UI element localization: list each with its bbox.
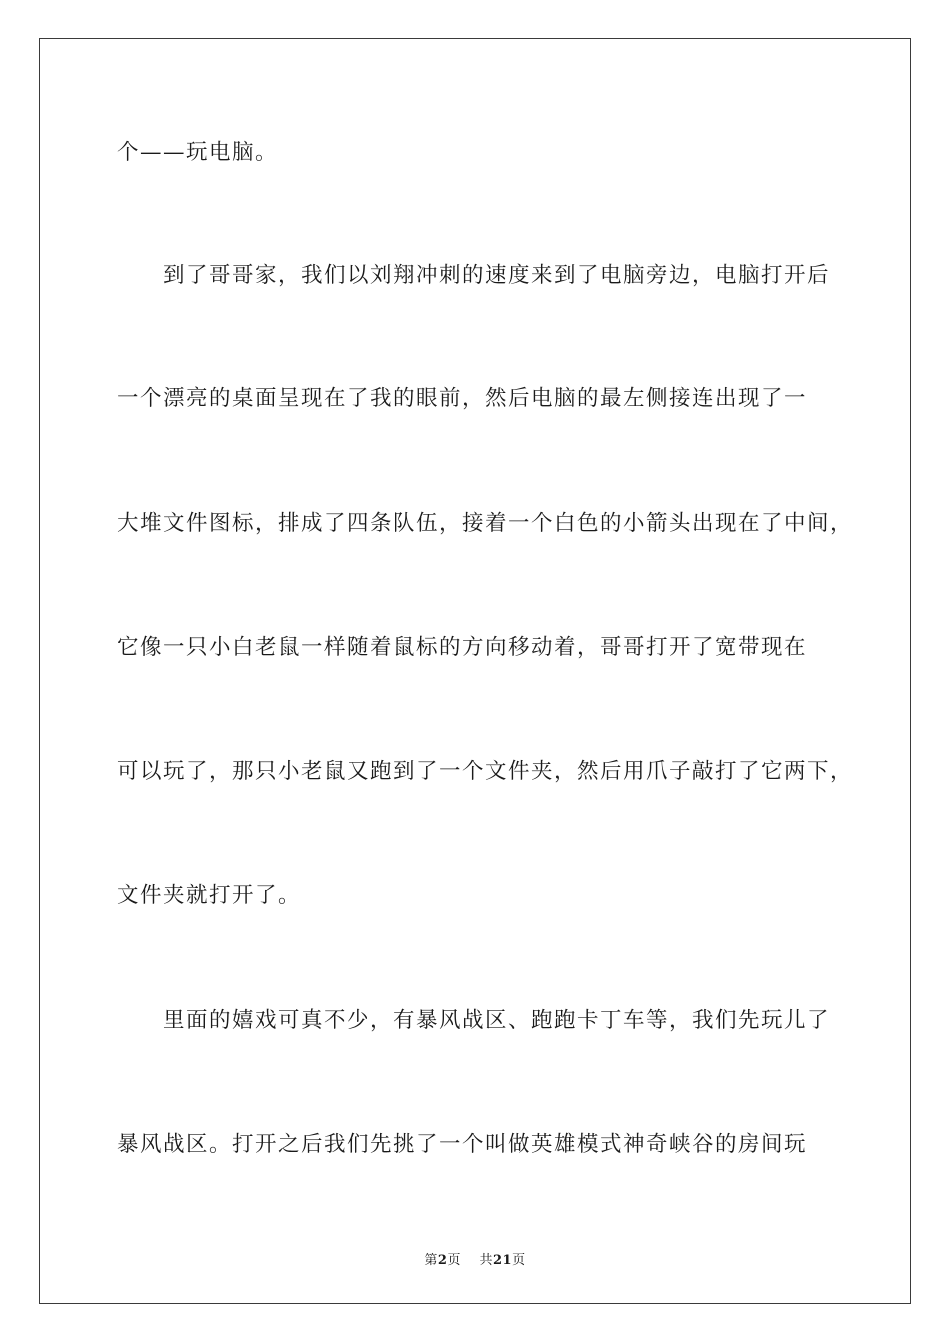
footer-page-unit: 页 [447, 1253, 461, 1268]
footer-total-pages: 21 [493, 1253, 513, 1268]
text-line-8: 里面的嬉戏可真不少，有暴风战区、跑跑卡丁车等，我们先玩儿了 [163, 1008, 831, 1033]
text-line-4: 大堆文件图标，排成了四条队伍，接着一个白色的小箭头出现在了中间， [117, 511, 854, 536]
footer-prefix: 第 [424, 1253, 438, 1268]
text-line-1: 个——玩电脑。 [117, 140, 279, 165]
page-footer [0, 1249, 950, 1268]
text-line-9: 暴风战区。打开之后我们先挑了一个叫做英雄模式神奇峡谷的房间玩 [117, 1132, 808, 1157]
text-line-5: 它像一只小白老鼠一样随着鼠标的方向移动着，哥哥打开了宽带现在 [117, 635, 808, 660]
page-border [39, 38, 911, 1304]
text-line-3: 一个漂亮的桌面呈现在了我的眼前，然后电脑的最左侧接连出现了一 [117, 386, 808, 411]
text-line-6: 可以玩了，那只小老鼠又跑到了一个文件夹，然后用爪子敲打了它两下， [117, 759, 854, 784]
text-line-7: 文件夹就打开了。 [117, 883, 302, 908]
text-line-2: 到了哥哥家，我们以刘翔冲刺的速度来到了电脑旁边，电脑打开后 [163, 263, 831, 288]
footer-page-number: 2 [437, 1253, 448, 1268]
footer-total-unit: 页 [512, 1253, 526, 1268]
footer-total-prefix: 共 [479, 1253, 493, 1268]
